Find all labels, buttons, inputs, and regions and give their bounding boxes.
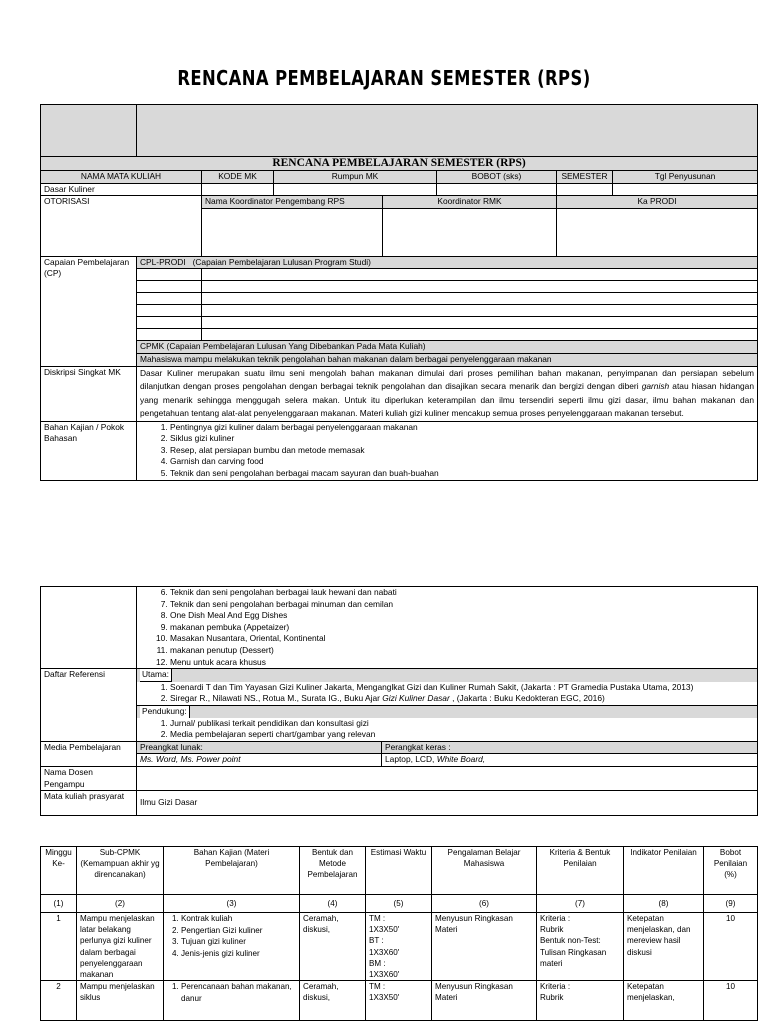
bahan-kajian-label: Bahan Kajian / Pokok Bahasan — [41, 421, 137, 480]
tgl-value — [613, 183, 758, 196]
koordinator-rmk-sign — [383, 208, 557, 256]
header-sub-cpmk: Sub-CPMK (Kemampuan akhir yg direncanakan) — [77, 847, 164, 895]
koordinator-pengembang-label: Nama Koordinator Pengembang RPS — [202, 196, 383, 209]
cpl-text — [202, 305, 758, 317]
referensi-label: Daftar Referensi — [41, 669, 137, 742]
col-number: (1) — [41, 895, 77, 913]
bahan-item: 10. Masakan Nusantara, Oriental, Kontinental — [170, 633, 754, 645]
perangkat-lunak-label: Preangkat lunak: — [137, 741, 382, 754]
koordinator-rmk-label: Koordinator RMK — [383, 196, 557, 209]
bahan-kajian-list-1 — [137, 421, 758, 480]
kode-mk-value — [202, 183, 274, 196]
otorisasi-label: OTORISASI — [41, 196, 202, 257]
deskripsi-text: Dasar Kuliner merupakan suatu ilmu seni mengolah bahan makanan dimulai dari proses pemilihan bahan makanan, penyimpanan dan persiapan sebelum dilanjutkan dengan proses pengolahan dengan berbagai teknik pengolahan dan disajikan secara menarik dan bergizi dengan diberi garnish atau hiasan hidangan yang menarik sehingga menggugah selera makan. Untuk itu diperlukan keterampilan dan ilmu tersendiri seperti ilmu gizi dasar, ilmu bahan makanan dan pengetahuan tentang alat-alat penyelenggaraan makanan. Materi kuliah gizi kuliner mencakup semua proses penyelenggaraan makanan tersebut. — [137, 366, 758, 421]
bahan-item: 5. Teknik dan seni pengolahan berbagai macam sayuran dan buah-buahan — [170, 468, 754, 480]
course-name: Dasar Kuliner — [41, 183, 202, 196]
col-number: (5) — [366, 895, 432, 913]
col-number: (3) — [164, 895, 300, 913]
header-pengalaman: Pengalaman Belajar Mahasiswa — [432, 847, 537, 895]
col-number: (2) — [77, 895, 164, 913]
bahan-item: 7. Teknik dan seni pengolahan berbagai minuman dan cemilan — [170, 599, 754, 611]
col-number: (9) — [704, 895, 758, 913]
bahan-item: 12. Menu untuk acara khusus — [170, 657, 754, 669]
bobot-value — [437, 183, 557, 196]
referensi-content — [137, 669, 758, 742]
cp-label: Capaian Pembelajaran (CP) — [41, 256, 137, 366]
bahan-item: 2. Siklus gizi kuliner — [170, 433, 754, 445]
cpl-text — [202, 281, 758, 293]
schedule-table — [40, 846, 758, 1021]
kriteria-value: Kriteria : Rubrik — [537, 981, 624, 1021]
cpl-text — [202, 269, 758, 281]
indikator-value: Ketepatan menjelaskan, dan mereview hasil diskusi — [624, 913, 704, 981]
pendukung-label: Pendukung: — [140, 706, 190, 718]
cpl-text — [202, 293, 758, 305]
koordinator-pengembang-sign — [202, 208, 383, 256]
metode-value: Ceramah, diskusi, — [300, 981, 366, 1021]
referensi-utama-1: 1. Soenardi T dan Tim Yayasan Gizi Kuliner Jakarta, Menganglkat Gizi dan Kuliner Rumah Sakit, (Jakarta : PT Gramedia Pustaka Utama, 2013) — [170, 682, 757, 694]
prasyarat-value: Ilmu Gizi Dasar — [137, 791, 758, 816]
header-indikator: Indikator Penilaian — [624, 847, 704, 895]
col-number: (6) — [432, 895, 537, 913]
header-minggu: Minggu Ke- — [41, 847, 77, 895]
bahan-item: 9. makanan pembuka (Appetaizer) — [170, 622, 754, 634]
col-semester: SEMESTER — [557, 171, 613, 184]
deskripsi-label: Diskripsi Singkat MK — [41, 366, 137, 421]
prasyarat-label: Mata kuliah prasyarat — [41, 791, 137, 816]
bahan-value: 1. Kontrak kuliah 2. Pengertian Gizi kuliner 3. Tujuan gizi kuliner 4. Jenis-jenis gizi kuliner — [164, 913, 300, 981]
perangkat-lunak-value: Ms. Word, Ms. Power point — [137, 754, 382, 767]
bobot-value: 10 — [704, 981, 758, 1021]
bahan-item: 8. One Dish Meal And Egg Dishes — [170, 610, 754, 622]
col-rumpun-mk: Rumpun MK — [274, 171, 437, 184]
cpl-code — [137, 317, 202, 329]
table-row — [41, 913, 758, 981]
header-bahan-kajian: Bahan Kajian (Materi Pembelajaran) — [164, 847, 300, 895]
header-estimasi: Estimasi Waktu — [366, 847, 432, 895]
referensi-pendukung-item: 2. Media pembelajaran seperti chart/gambar yang relevan — [170, 729, 757, 741]
cpl-code — [137, 269, 202, 281]
perangkat-keras-label: Perangkat keras : — [382, 741, 758, 754]
bahan-item: 11. makanan penutup (Dessert) — [170, 645, 754, 657]
table-row — [41, 981, 758, 1021]
bahan-item: 6. Teknik dan seni pengolahan berbagai lauk hewani dan nabati — [170, 587, 754, 599]
bahan-kajian-list-2 — [137, 587, 758, 669]
utama-label: Utama: — [140, 669, 172, 682]
rps-table-part1 — [40, 104, 758, 481]
bahan-item: 3. Resep, alat persiapan bumbu dan metode memasak — [170, 445, 754, 457]
cpl-text — [202, 317, 758, 329]
bahan-kajian-cont-label — [41, 587, 137, 669]
rps-header: RENCANA PEMBELAJARAN SEMESTER (RPS) — [41, 157, 758, 171]
referensi-utama-2: 2. Siregar R., Nilawati NS., Rotua M., Surata IG., Buku Ajar Gizi Kuliner Dasar , (Jakarta : Buku Kedokteran EGC, 2016) — [170, 693, 757, 705]
dosen-label: Nama Dosen Pengampu — [41, 766, 137, 790]
col-tgl: Tgl Penyusunan — [613, 171, 758, 184]
dosen-value — [137, 766, 758, 790]
sub-cpmk-value: Mampu menjelaskan siklus — [77, 981, 164, 1021]
cpl-code — [137, 293, 202, 305]
minggu-value: 1 — [41, 913, 77, 981]
sub-cpmk-value: Mampu menjelaskan latar belakang perlunya gizi kuliner dalam berbagai penyelenggaraan makanan — [77, 913, 164, 981]
bobot-value: 10 — [704, 913, 758, 981]
pengalaman-value: Menyusun Ringkasan Materi — [432, 981, 537, 1021]
perangkat-keras-value: Laptop, LCD, White Board, — [382, 754, 758, 767]
cpmk-text: Mahasiswa mampu melakukan teknik pengolahan bahan makanan dalam berbagai penyelenggaraan makanan — [137, 353, 758, 366]
cpl-code — [137, 305, 202, 317]
cpl-code — [137, 329, 202, 341]
header-bobot: Bobot Penilaian (%) — [704, 847, 758, 895]
bahan-item: 4. Garnish dan carving food — [170, 456, 754, 468]
minggu-value: 2 — [41, 981, 77, 1021]
institution-cell — [137, 105, 758, 157]
bahan-item: 1. Pentingnya gizi kuliner dalam berbagai penyelenggaraan makanan — [170, 422, 754, 434]
header-metode: Bentuk dan Metode Pembelajaran — [300, 847, 366, 895]
col-bobot: BOBOT (sks) — [437, 171, 557, 184]
pengalaman-value: Menyusun Ringkasan Materi — [432, 913, 537, 981]
rps-table-part2 — [40, 586, 758, 816]
col-number: (7) — [537, 895, 624, 913]
cpl-code — [137, 281, 202, 293]
indikator-value: Ketepatan menjelaskan, — [624, 981, 704, 1021]
referensi-pendukung-item: 1. Jurnal/ publikasi terkait pendidikan dan konsultasi gizi — [170, 718, 757, 730]
col-number: (4) — [300, 895, 366, 913]
col-nama-mk: NAMA MATA KULIAH — [41, 171, 202, 184]
cpl-text — [202, 329, 758, 341]
waktu-value: TM : 1X3X50' BT : 1X3X60' BM : 1X3X60' — [366, 913, 432, 981]
logo-cell — [41, 105, 137, 157]
rumpun-value — [274, 183, 437, 196]
kriteria-value: Kriteria : Rubrik Bentuk non-Test: Tulisan Ringkasan materi — [537, 913, 624, 981]
header-kriteria: Kriteria & Bentuk Penilaian — [537, 847, 624, 895]
waktu-value: TM : 1X3X50' — [366, 981, 432, 1021]
page-title: RENCANA PEMBELAJARAN SEMESTER (RPS) — [177, 66, 591, 90]
col-kode-mk: KODE MK — [202, 171, 274, 184]
bahan-value: 1. Perencanaan bahan makanan, danur — [164, 981, 300, 1021]
media-label: Media Pembelajaran — [41, 741, 137, 766]
kaprodi-label: Ka PRODI — [557, 196, 758, 209]
metode-value: Ceramah, diskusi, — [300, 913, 366, 981]
semester-value — [557, 183, 613, 196]
col-number: (8) — [624, 895, 704, 913]
cpl-prodi-header: CPL-PRODI (Capaian Pembelajaran Lulusan Program Studi) — [137, 256, 758, 269]
kaprodi-sign — [557, 208, 758, 256]
cpmk-header: CPMK (Capaian Pembelajaran Lulusan Yang Dibebankan Pada Mata Kuliah) — [137, 341, 758, 354]
